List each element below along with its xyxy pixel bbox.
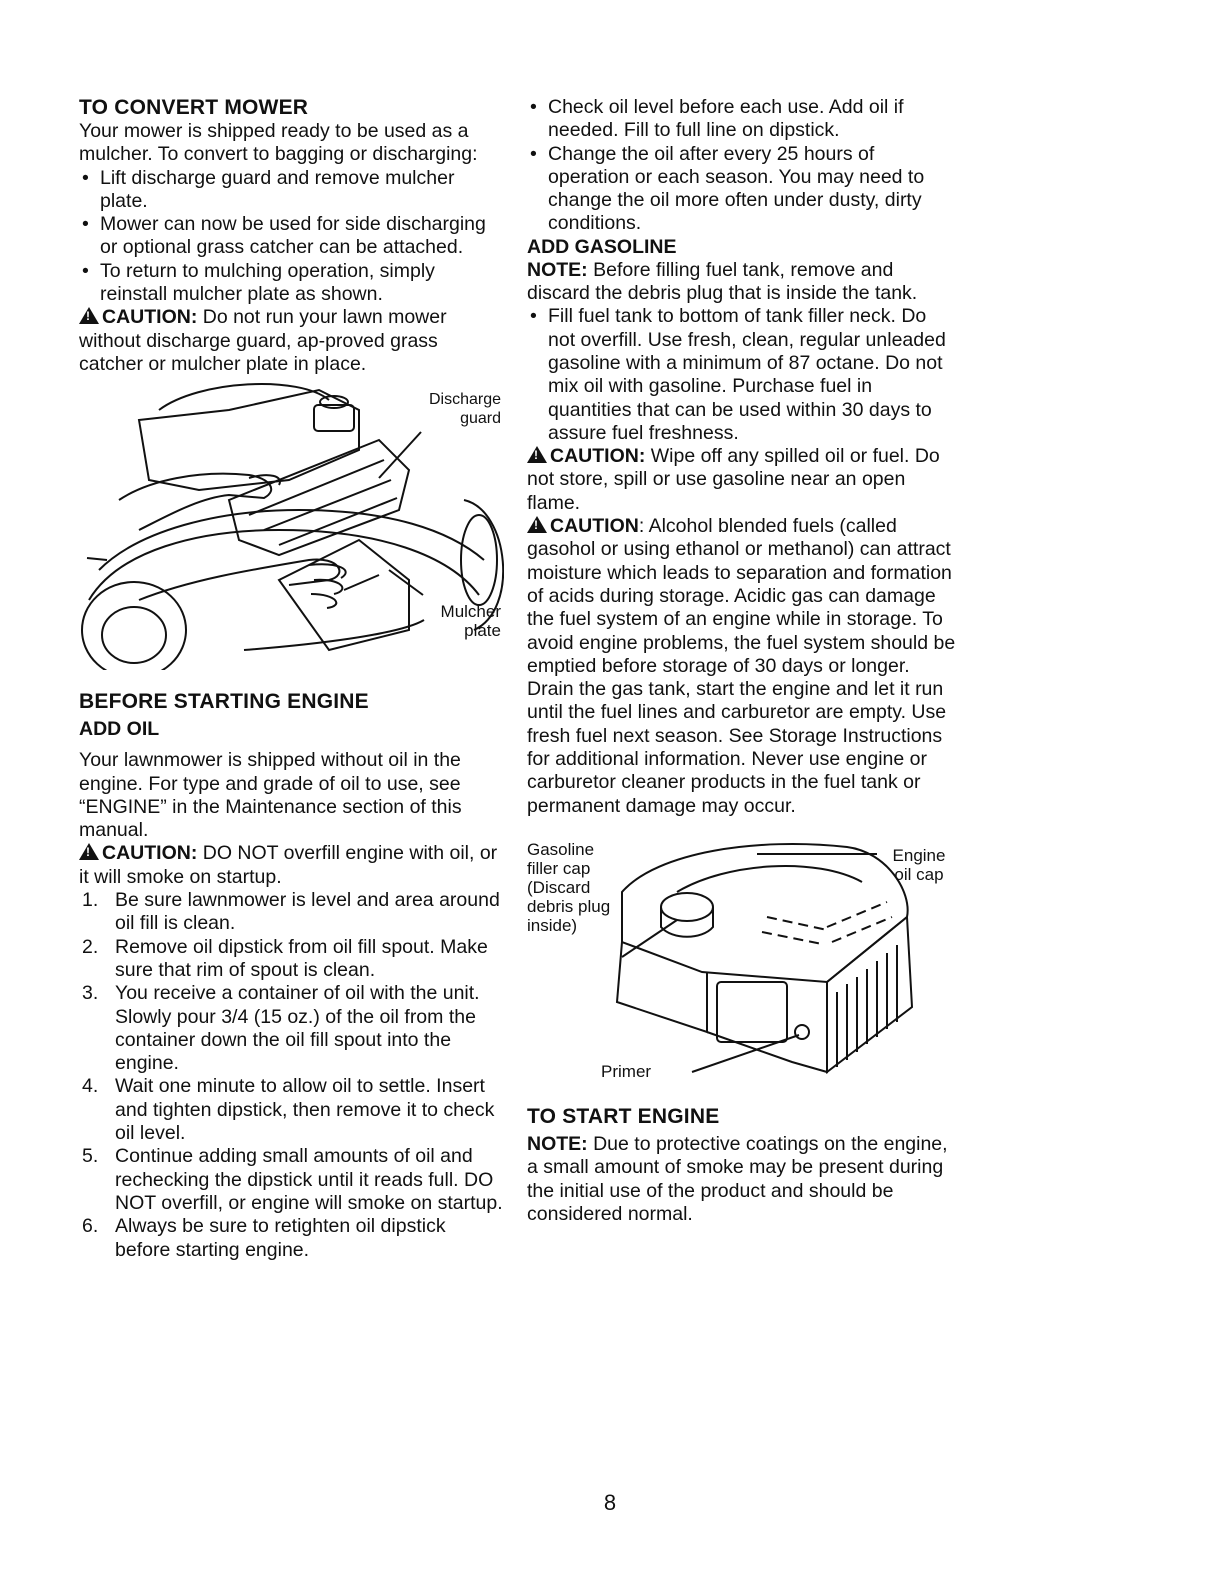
- step-text: Continue adding small amounts of oil and rechecking the dipstick until it reads full. DO NOT overfill, or engine will smoke on startup.: [115, 1145, 503, 1214]
- list-item: [79, 889, 504, 936]
- caution-text: : Alcohol blended fuels (called gasohol or using ethanol or methanol) can attract moisture which leads to separation and formation of acids during storage. Acidic gas can damage the fuel system of an engine while in storage. To avoid engine problems, the fuel system should be emptied before storage of 30 days or longer. Drain the gas tank, start the engine and let it run until the fuel lines and carburetor are empty. Use fresh fuel next season. See Storage Instructions for additional information. Never use engine or carburetor cleaner products in the fuel tank or permanent damage may occur.: [527, 515, 956, 817]
- gasoline-note: [527, 259, 957, 306]
- caution-text: Do not run your lawn mower without discharge guard, ap-proved grass catcher or mulcher plate in place.: [79, 306, 447, 375]
- caution-label: CAUTION:: [102, 306, 198, 329]
- list-item: [79, 936, 504, 983]
- mower-conversion-figure: [79, 380, 504, 670]
- caution-label: CAUTION:: [550, 445, 646, 468]
- gasoline-caution-2: [527, 515, 957, 818]
- step-number: 5.: [82, 1145, 99, 1168]
- list-item: • Check oil level before each use. Add oil if needed. Fill to full line on dipstick.: [527, 96, 957, 143]
- list-item: • Fill fuel tank to bottom of tank filler neck. Do not overfill. Use fresh, clean, regular unleaded gasoline with a minimum of 87 octane. Do not mix oil with gasoline. Purchase fuel in quantities that can be used within 30 days to assure fuel freshness.: [527, 305, 957, 445]
- step-number: 2.: [82, 935, 99, 958]
- step-number: 4.: [82, 1075, 99, 1098]
- convert-bullets: [79, 167, 504, 307]
- caution-label: CAUTION:: [102, 842, 198, 865]
- list-item: [79, 1145, 504, 1215]
- caution-text: DO NOT overfill engine with oil, or it will smoke on startup.: [79, 842, 498, 888]
- convert-mower-heading: TO CONVERT MOWER: [79, 96, 309, 119]
- caution-label: CAUTION: [550, 515, 639, 538]
- step-text: Remove oil dipstick from oil fill spout. Make sure that rim of spout is clean.: [115, 935, 488, 981]
- add-oil-steps: [79, 889, 504, 1262]
- right-column: [527, 96, 957, 1226]
- convert-intro: Your mower is shipped ready to be used as a mulcher. To convert to bagging or discharging:: [79, 120, 478, 166]
- list-item: • Mower can now be used for side discharging or optional grass catcher can be attached.: [79, 213, 504, 260]
- warning-triangle-icon: [527, 516, 547, 533]
- step-text: Wait one minute to allow oil to settle. Insert and tighten dipstick, then remove it to check oil level.: [115, 1075, 495, 1145]
- oil-check-bullets: [527, 96, 957, 236]
- step-number: 6.: [82, 1215, 99, 1238]
- list-item: • To return to mulching operation, simply reinstall mulcher plate as shown.: [79, 260, 504, 307]
- list-item: [79, 1215, 504, 1262]
- mulcher-plate-label: Mulcher plate: [440, 602, 501, 641]
- list-item: [79, 982, 504, 1075]
- warning-triangle-icon: [527, 446, 547, 463]
- note-label: NOTE:: [527, 1132, 588, 1155]
- step-text: You receive a container of oil with the unit. Slowly pour 3/4 (15 oz.) of the oil from the container down the oil fill spout into the engine.: [115, 982, 480, 1075]
- add-gasoline-heading: ADD GASOLINE: [527, 235, 677, 258]
- add-oil-intro: Your lawnmower is shipped without oil in the engine. For type and grade of oil to use, see “ENGINE” in the Maintenance section of this manual.: [79, 749, 462, 842]
- step-number: 1.: [82, 889, 99, 912]
- step-text: Always be sure to retighten oil dipstick before starting engine.: [115, 1215, 446, 1261]
- list-item: [79, 1075, 504, 1145]
- before-starting-heading: BEFORE STARTING ENGINE: [79, 690, 369, 714]
- warning-triangle-icon: [79, 843, 99, 860]
- discharge-guard-label: Discharge guard: [428, 391, 501, 428]
- gasoline-caution-1: [527, 445, 957, 515]
- gasoline-bullets: [527, 305, 957, 445]
- add-oil-heading: ADD OIL: [79, 718, 160, 741]
- start-note: [527, 1133, 957, 1226]
- to-start-engine-heading: TO START ENGINE: [527, 1104, 720, 1128]
- engine-figure: [527, 832, 957, 1097]
- warning-triangle-icon: [79, 307, 99, 324]
- step-text: Be sure lawnmower is level and area around oil fill is clean.: [115, 889, 500, 935]
- page-number: 8: [603, 1490, 617, 1515]
- list-item: • Lift discharge guard and remove mulcher plate.: [79, 167, 504, 214]
- step-number: 3.: [82, 982, 99, 1005]
- gasoline-cap-label: Gasoline filler cap (Discard debris plug inside): [527, 839, 611, 935]
- caution-text: Wipe off any spilled oil or fuel. Do not store, spill or use gasoline near an open flame.: [527, 445, 940, 514]
- note-text: Before filling fuel tank, remove and discard the debris plug that is inside the tank.: [527, 258, 918, 305]
- primer-label: Primer: [601, 1061, 652, 1081]
- note-text: Due to protective coatings on the engine, a small amount of smoke may be present during the initial use of the product and should be considered normal.: [527, 1132, 948, 1225]
- list-item: • Change the oil after every 25 hours of operation or each season. You may need to change the oil more often under dusty, dirty conditions.: [527, 143, 957, 236]
- note-label: NOTE:: [527, 258, 588, 281]
- oil-caution: [79, 842, 504, 889]
- engine-oil-cap-label: Engine oil cap: [892, 845, 946, 884]
- convert-caution: [79, 306, 504, 376]
- left-column: [79, 96, 504, 1262]
